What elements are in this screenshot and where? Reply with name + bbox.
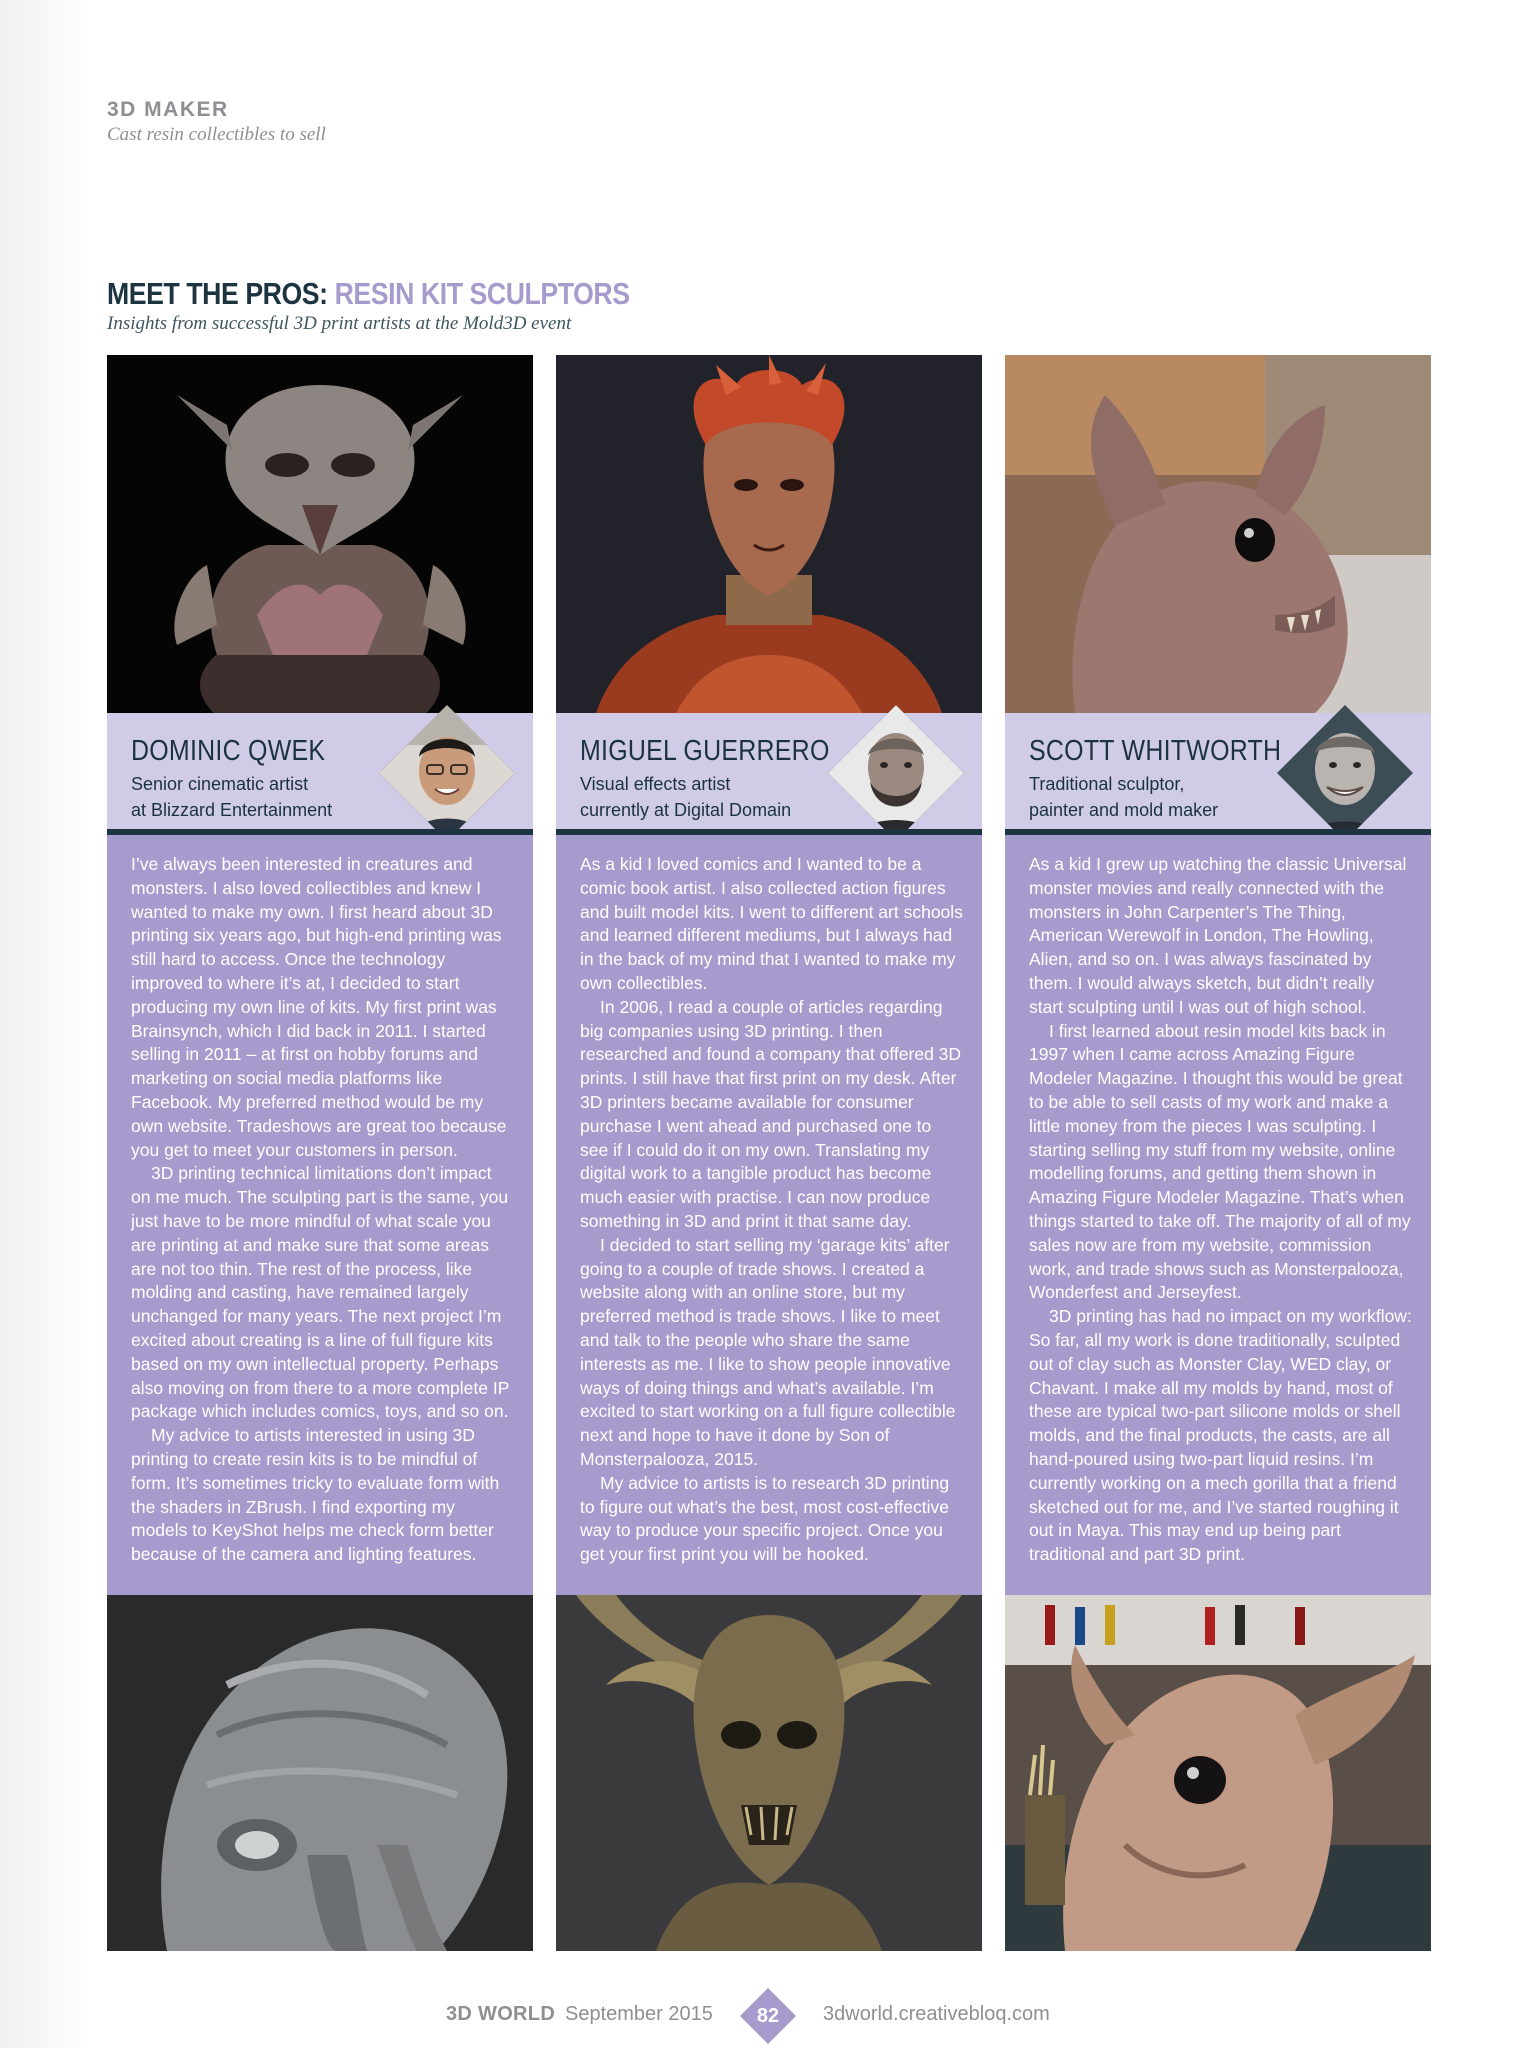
photo-bat-creature-bust <box>1005 355 1431 713</box>
interview-paragraph: In 2006, I read a couple of articles regarding big companies using 3D printing. I then researched and found a company that offered 3D prints. I still have that first print on my desk. After 3D printers became available for consumer purchase I went ahead and purchased one to see if I could do it on my own. Translating my digital work to a tangible product has become much easier with practise. I can now produce something in 3D and print it that same day. <box>580 996 962 1231</box>
interview-paragraph: 3D printing has had no impact on my workflow: So far, all my work is done traditionally, sculpted out of clay such as Monster Clay, WED clay, or Chavant. I make all my molds by hand, most of these are typical two-part silicone molds or shell molds, and the final products, the casts, are all hand-poured using two-part liquid resins. I’m currently working on a mech gorilla that a friend sketched out for me, and I’ve started roughing it out in Maya. This may end up being part traditional and part 3D print. <box>1029 1306 1412 1565</box>
artist-column-miguel <box>556 355 982 1951</box>
interview-paragraph: As a kid I loved comics and I wanted to be a comic book artist. I also collected action figures and built model kits. I went to different art schools and learned different mediums, but I always had in the back of my mind that I wanted to make my own collectibles. <box>580 854 963 993</box>
interview-paragraph: My advice to artists interested in using 3D printing to create resin kits is to be mindful of form. It’s sometimes tricky to evaluate form with the shaders in ZBrush. I find exporting my models to KeyShot helps me check form better because of the camera and lighting features. <box>131 1425 500 1565</box>
artist-interview-text <box>580 853 964 1567</box>
section-kicker: 3D MAKER <box>107 98 229 121</box>
interview-paragraph: My advice to artists is to research 3D printing to figure out what’s the best, most cost-effective way to produce your specific project. Once you get your first print you will be hooked. <box>580 1472 950 1565</box>
artist-name: SCOTT WHITWORTH <box>1029 735 1282 767</box>
section-subtitle: Cast resin collectibles to sell <box>107 124 326 145</box>
headline-accent: RESIN KIT SCULPTORS <box>334 276 630 311</box>
headline-lead: MEET THE PROS: <box>107 276 328 311</box>
artist-interview-panel <box>107 835 533 1595</box>
photo-cthulhu-bust-grey <box>107 1595 533 1951</box>
artist-role-line2: currently at Digital Domain <box>580 800 792 820</box>
footer-brand: 3D WORLD <box>446 2003 556 2025</box>
artist-name: DOMINIC QWEK <box>131 735 326 767</box>
artist-role-line2: at Blizzard Entertainment <box>131 800 333 820</box>
artist-role-line1: Visual effects artist <box>580 774 731 794</box>
artist-interview-panel <box>556 835 982 1595</box>
interview-paragraph: As a kid I grew up watching the classic Universal monster movies and really connected with the monsters in John Carpenter’s The Thing, American Werewolf in London, The Howling, Alien, and so on. I was always fascinated by them. I would always sketch, but didn’t really start sculpting until I was out of high school. <box>1029 854 1407 1017</box>
interview-paragraph: I first learned about resin model kits back in 1997 when I came across Amazing Figure Modeler Magazine. I thought this would be great to be able to sell casts of my work and make a little money from the pieces I was sculpting. I starting selling my stuff from my website, online modelling forums, and getting them shown in Amazing Figure Modeler Magazine. That’s when things started to take off. The majority of all of my sales now are from my website, commission work, and trade shows such as Monsterpalooza, Wonderfest and Jerseyfest. <box>1029 1020 1411 1303</box>
page-number: 82 <box>756 2005 780 2027</box>
artist-interview-text <box>1029 853 1413 1567</box>
page-number-badge <box>740 1996 796 2052</box>
interview-paragraph: I decided to start selling my ‘garage kits’ after going to a couple of trade shows. I created a website along with an online store, but my preferred method is trade shows. I like to meet and talk to the people who share the same interests as me. I like to show people innovative ways of doing things and what’s available. I’m excited to start working on a full figure collectible next and hope to have it done by Son of Monsterpalooza, 2015. <box>580 1234 956 1469</box>
footer-date: September 2015 <box>565 2003 713 2025</box>
artist-role-line1: Senior cinematic artist <box>131 774 309 794</box>
footer-url: 3dworld.creativebloq.com <box>823 2003 1050 2025</box>
headline <box>107 276 630 312</box>
artist-role <box>580 771 791 823</box>
artist-interview-text <box>131 853 515 1567</box>
photo-horned-alien-bust-clay <box>1005 1595 1431 1951</box>
standfirst: Insights from successful 3D print artists at the Mold3D event <box>107 313 572 334</box>
artist-name: MIGUEL GUERRERO <box>580 735 830 767</box>
photo-horned-skull-bust-bronze <box>556 1595 982 1951</box>
photo-creature-bust-dark <box>107 355 533 713</box>
artist-interview-panel <box>1005 835 1431 1595</box>
page-edge-shadow <box>0 0 90 2048</box>
artist-column-dominic <box>107 355 533 1951</box>
artist-column-scott <box>1005 355 1431 1951</box>
photo-red-creature-bust <box>556 355 982 713</box>
interview-paragraph: I’ve always been interested in creatures and monsters. I also loved collectibles and knew I wanted to make my own. I first heard about 3D printing six years ago, but high-end printing was still hard to access. Once the technology improved to where it’s at, I decided to start producing my own line of kits. My first print was Brainsynch, which I did back in 2011. I started selling in 2011 – at first on hobby forums and marketing on social media platforms like Facebook. My preferred method would be my own website. Tradeshows are great too because you get to meet your customers in person. <box>131 854 507 1160</box>
artist-role <box>131 771 332 823</box>
page-footer <box>0 1996 1536 2036</box>
artist-portrait-scott <box>1277 705 1413 841</box>
artist-role <box>1029 771 1218 823</box>
artist-role-line1: Traditional sculptor, <box>1029 774 1185 794</box>
artist-portrait-miguel <box>828 705 964 841</box>
artist-portrait-dominic <box>379 705 515 841</box>
interview-paragraph: 3D printing technical limitations don’t impact on me much. The sculpting part is the same, you just have to be more mindful of what scale you are printing at and make sure that some areas are not too thin. The rest of the process, like molding and casting, have remained largely unchanged for many years. The next project I’m excited about creating is a line of full figure kits based on my own intellectual property. Perhaps also moving on from there to a more complete IP package which includes comics, toys, and so on. <box>131 1163 510 1422</box>
artist-role-line2: painter and mold maker <box>1029 800 1219 820</box>
